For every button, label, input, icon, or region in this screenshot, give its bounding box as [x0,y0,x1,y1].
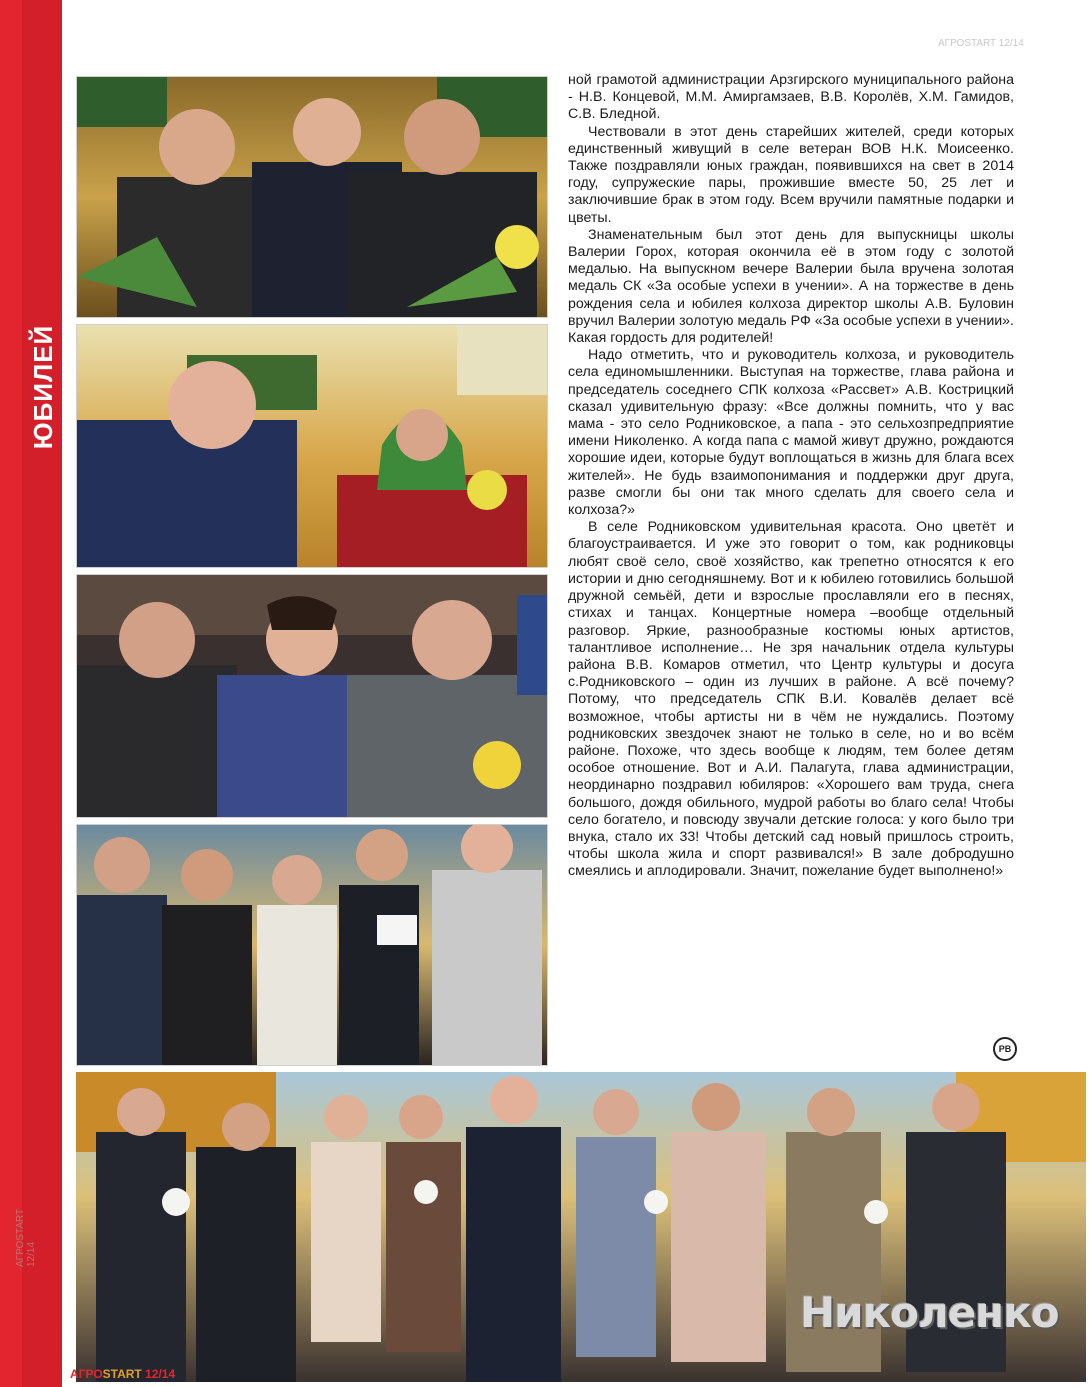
photo-man-and-woman [76,324,548,568]
footer-brand-part1: АГРО [70,1367,103,1381]
section-sidebar [0,0,62,1387]
article-body [568,72,1014,881]
end-logo-mark: РВ [993,1037,1017,1061]
article-paragraph: ной грамотой администрации Арзгирского муниципального района - Н.В. Концевой, М.М. Амиргамзаев, В.В. Королёв, Х.М. Гамидов, С.В. Бледной. [568,72,1014,123]
photo-seated-audience [76,574,548,818]
photo-three-men [76,76,548,318]
section-sidebar-inner [22,0,62,1387]
article-paragraph: Чествовали в этот день старейших жителей, среди которых единственный живущий в селе ветеран ВОВ Н.К. Моисеенко. Также поздравляли юных граждан, появившихся на свет в 2014 году, супружеские пары, прожившие вместе 50, 25 лет и заключившие брак в этом году. Всем вручили памятные подарки и цветы. [568,123,1014,226]
header-watermark: АГРОSTART 12/14 [938,38,1024,49]
section-label: ЮБИЛЕЙ [28,324,58,450]
article-paragraph: Знаменательным был этот день для выпускницы школы Валерии Горох, которая окончила её в этом году с золотой медалью. На выпускном вечере Валерии была вручена золотая медаль СК «За особые успехи в учении». А на торжестве в день рождения села и юбилея колхоза директор школы А.В. Буловин вручил Валерии золотую медаль РФ «За особые успехи в учении». Какая гордость для родителей! [568,226,1014,347]
footer-brand [70,1367,175,1381]
article-paragraph: Надо отметить, что и руководитель колхоза, и руководитель села единомышленники. Выступая на торжестве, глава района и председатель соседнего СПК колхоза «Рассвет» А.В. Кострицкий сказал удивительную фразу: «Все должны помнить, что у вас мама - это село Родниковское, а папа - это сельхозпредприятие имени Николенко. А когда папа с мамой живут дружно, рождаются хорошие идеи, которые будут воплощаться в жизнь для блага всех жителей». Не будь взаимопонимания и поддержки друг друга, разве смогли бы они так много сделать для своего села и колхоза?» [568,347,1014,519]
photo-five-men [76,824,548,1066]
footer-issue: 12/14 [145,1367,176,1381]
banner-title: Николенко [800,1288,1059,1337]
side-watermark: АГРОSTART 12/14 [15,1209,37,1267]
article-paragraph: В селе Родниковском удивительная красота. Оно цветёт и благоустраивается. И уже это говорит о том, как родниковцы любят своё село, своё хозяйство, как трепетно относятся к его истории и дню сегодняшнему. Вот и к юбилею готовились большой дружной семьёй, дети и взрослые прославляли его в песнях, стихах и танцах. Концертные номера –вообще отдельный разговор. Яркие, разнообразные костюмы юных артистов, талантливое исполнение… Не зря начальник отдела культуры района В.В. Комаров отметил, что Центр культуры и досуга с.Родниковского – один из лучших в районе. А всё почему? Потому, что председатель СПК В.И. Ковалёв делает всё возможное, чтобы артисты ни в чём не нуждались. Поэтому родниковских звездочек знают не только в селе, но и во всём районе. Похоже, что здесь вообще к людям, тем более детям особое отношение. Вот и А.И. Палагута, глава администрации, неординарно поздравил юбиляров: «Хорошего вам труда, снега большого, дождя обильного, мудрой работы во благо села! Чтобы село богатело, и повсюду звучали детские голоса: у кого было три внука, стало их 33! Чтобы детский сад новый пришлось строить, чтобы школа жила и спорт развивался!» В зале добродушно смеялись и аплодировали. Значит, пожелание будет выполнено!» [568,519,1014,880]
footer-brand-part2: START [102,1367,142,1381]
